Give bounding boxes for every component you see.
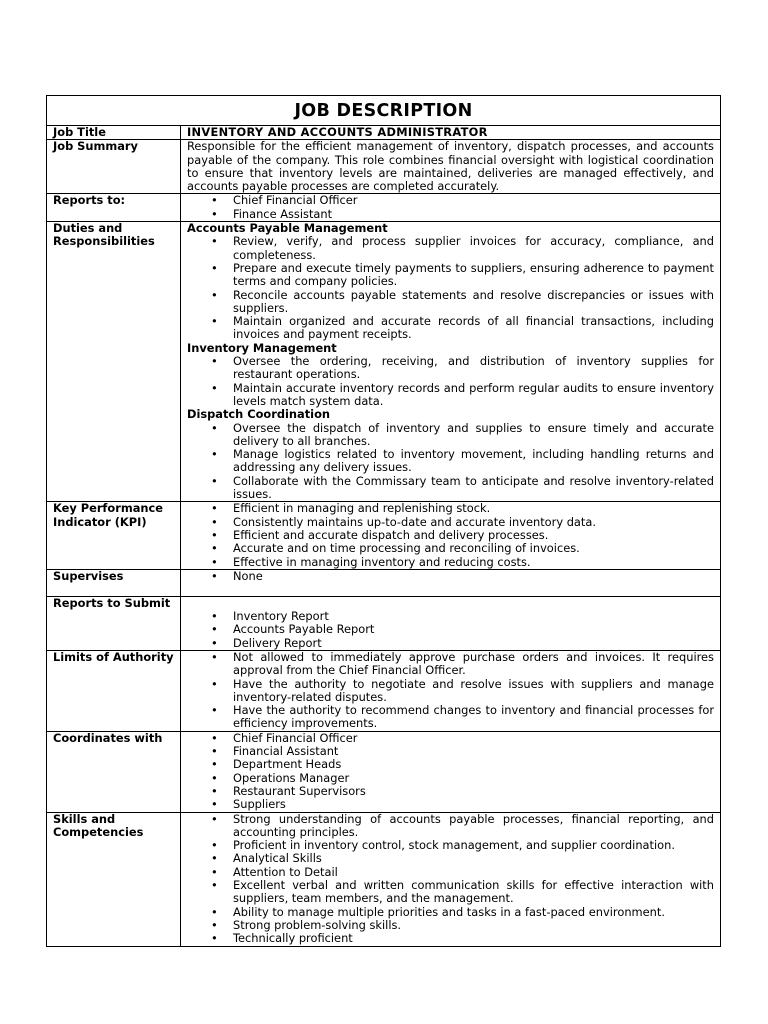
duties-list — [187, 235, 714, 341]
duties-list — [187, 355, 714, 408]
limits-label: Limits of Authority — [47, 650, 181, 731]
list-item: • Consistently maintains up-to-date and accurate inventory data. — [187, 516, 714, 529]
row-limits-of-authority — [47, 650, 720, 731]
reports-to-submit-cell — [181, 597, 721, 651]
supervises-label: Supervises — [47, 569, 181, 596]
list-item: • Excellent verbal and written communication skills for effective interaction with suppliers, team members, and the management. — [187, 879, 714, 906]
kpi-label: Key Performance Indicator (KPI) — [47, 502, 181, 569]
job-title-value: INVENTORY AND ACCOUNTS ADMINISTRATOR — [187, 125, 488, 139]
skills-label: Skills and Competencies — [47, 812, 181, 945]
section-heading: Accounts Payable Management — [187, 221, 388, 236]
list-item: • Effective in managing inventory and reducing costs. — [187, 556, 714, 569]
list-item: • Analytical Skills — [187, 852, 714, 865]
list-item: • Operations Manager — [187, 772, 714, 785]
row-duties — [47, 222, 720, 502]
coordinates-cell — [181, 731, 721, 812]
duties-cell — [181, 222, 721, 502]
list-item: • Finance Assistant — [187, 208, 714, 221]
list-item: • Review, verify, and process supplier invoices for accuracy, compliance, and completeness. — [187, 235, 714, 262]
list-item: • Accurate and on time processing and reconciling of invoices. — [187, 542, 714, 555]
duties-label: Duties and Responsibilities — [47, 222, 181, 502]
blank-line — [187, 583, 714, 596]
section-heading: Inventory Management — [187, 340, 337, 355]
reports-to-submit-label: Reports to Submit — [47, 597, 181, 651]
section-heading: Dispatch Coordination — [187, 407, 331, 422]
duties-list — [187, 422, 714, 502]
title-row — [47, 96, 720, 126]
list-item: • Not allowed to immediately approve purchase orders and invoices. It requires approval from the Chief Financial Officer. — [187, 651, 714, 678]
list-item: • Attention to Detail — [187, 866, 714, 879]
list-item: • Delivery Report — [187, 637, 714, 650]
reports-to-submit-list — [187, 610, 714, 650]
list-item: • Suppliers — [187, 798, 714, 811]
kpi-cell — [181, 502, 721, 569]
job-description-document — [46, 95, 721, 947]
list-item: • Maintain organized and accurate records of all financial transactions, including invoices and payment receipts. — [187, 315, 714, 342]
list-item: • Efficient in managing and replenishing stock. — [187, 502, 714, 515]
coordinates-label: Coordinates with — [47, 731, 181, 812]
row-kpi — [47, 502, 720, 569]
reports-to-cell — [181, 194, 721, 222]
row-job-summary — [47, 140, 720, 194]
list-item: • Chief Financial Officer — [187, 194, 714, 207]
limits-cell — [181, 650, 721, 731]
list-item: • Strong problem-solving skills. — [187, 919, 714, 932]
job-summary-value: Responsible for the efficient management of inventory, dispatch processes, and accounts payable of the company. This role combines financial oversight with logistical coordination to ensure that inventory levels are maintained, deliveries are managed effectively, and accounts payable processes are completed accurately. — [181, 140, 721, 194]
list-item: • Efficient and accurate dispatch and delivery processes. — [187, 529, 714, 542]
list-item: • None — [187, 570, 714, 583]
limits-list — [187, 651, 714, 731]
coordinates-list — [187, 732, 714, 812]
list-item: • Financial Assistant — [187, 745, 714, 758]
reports-to-list — [187, 194, 714, 221]
skills-list — [187, 813, 714, 946]
list-item: • Technically proficient — [187, 932, 714, 945]
list-item: • Have the authority to negotiate and resolve issues with suppliers and manage inventory-related disputes. — [187, 678, 714, 705]
row-supervises — [47, 569, 720, 596]
row-job-title — [47, 126, 720, 140]
list-item: • Oversee the ordering, receiving, and distribution of inventory supplies for restaurant operations. — [187, 355, 714, 382]
list-item: • Prepare and execute timely payments to suppliers, ensuring adherence to payment terms and company policies. — [187, 262, 714, 289]
supervises-cell — [181, 569, 721, 596]
list-item: • Inventory Report — [187, 610, 714, 623]
row-coordinates-with — [47, 731, 720, 812]
row-reports-to — [47, 194, 720, 222]
list-item: • Proficient in inventory control, stock management, and supplier coordination. — [187, 839, 714, 852]
list-item: • Manage logistics related to inventory movement, including handling returns and addressing any delivery issues. — [187, 448, 714, 475]
list-item: • Have the authority to recommend changes to inventory and financial processes for efficiency improvements. — [187, 704, 714, 731]
document-title: JOB DESCRIPTION — [294, 100, 473, 121]
list-item: • Reconcile accounts payable statements and resolve discrepancies or issues with suppliers. — [187, 289, 714, 316]
row-reports-to-submit — [47, 597, 720, 651]
kpi-list — [187, 502, 714, 568]
list-item: • Ability to manage multiple priorities and tasks in a fast-paced environment. — [187, 906, 714, 919]
list-item: • Oversee the dispatch of inventory and supplies to ensure timely and accurate delivery to all branches. — [187, 422, 714, 449]
list-item: • Collaborate with the Commissary team to anticipate and resolve inventory-related issues. — [187, 475, 714, 502]
list-item: • Restaurant Supervisors — [187, 785, 714, 798]
job-title-label: Job Title — [47, 126, 181, 140]
list-item: • Accounts Payable Report — [187, 623, 714, 636]
reports-to-label: Reports to: — [47, 194, 181, 222]
list-item: • Chief Financial Officer — [187, 732, 714, 745]
list-item: • Maintain accurate inventory records and perform regular audits to ensure inventory levels match system data. — [187, 382, 714, 409]
list-item: • Department Heads — [187, 758, 714, 771]
supervises-list — [187, 570, 714, 583]
job-summary-label: Job Summary — [47, 140, 181, 194]
skills-cell — [181, 812, 721, 945]
row-skills — [47, 812, 720, 945]
list-item: • Strong understanding of accounts payable processes, financial reporting, and accounting principles. — [187, 813, 714, 840]
job-description-table — [47, 126, 720, 946]
